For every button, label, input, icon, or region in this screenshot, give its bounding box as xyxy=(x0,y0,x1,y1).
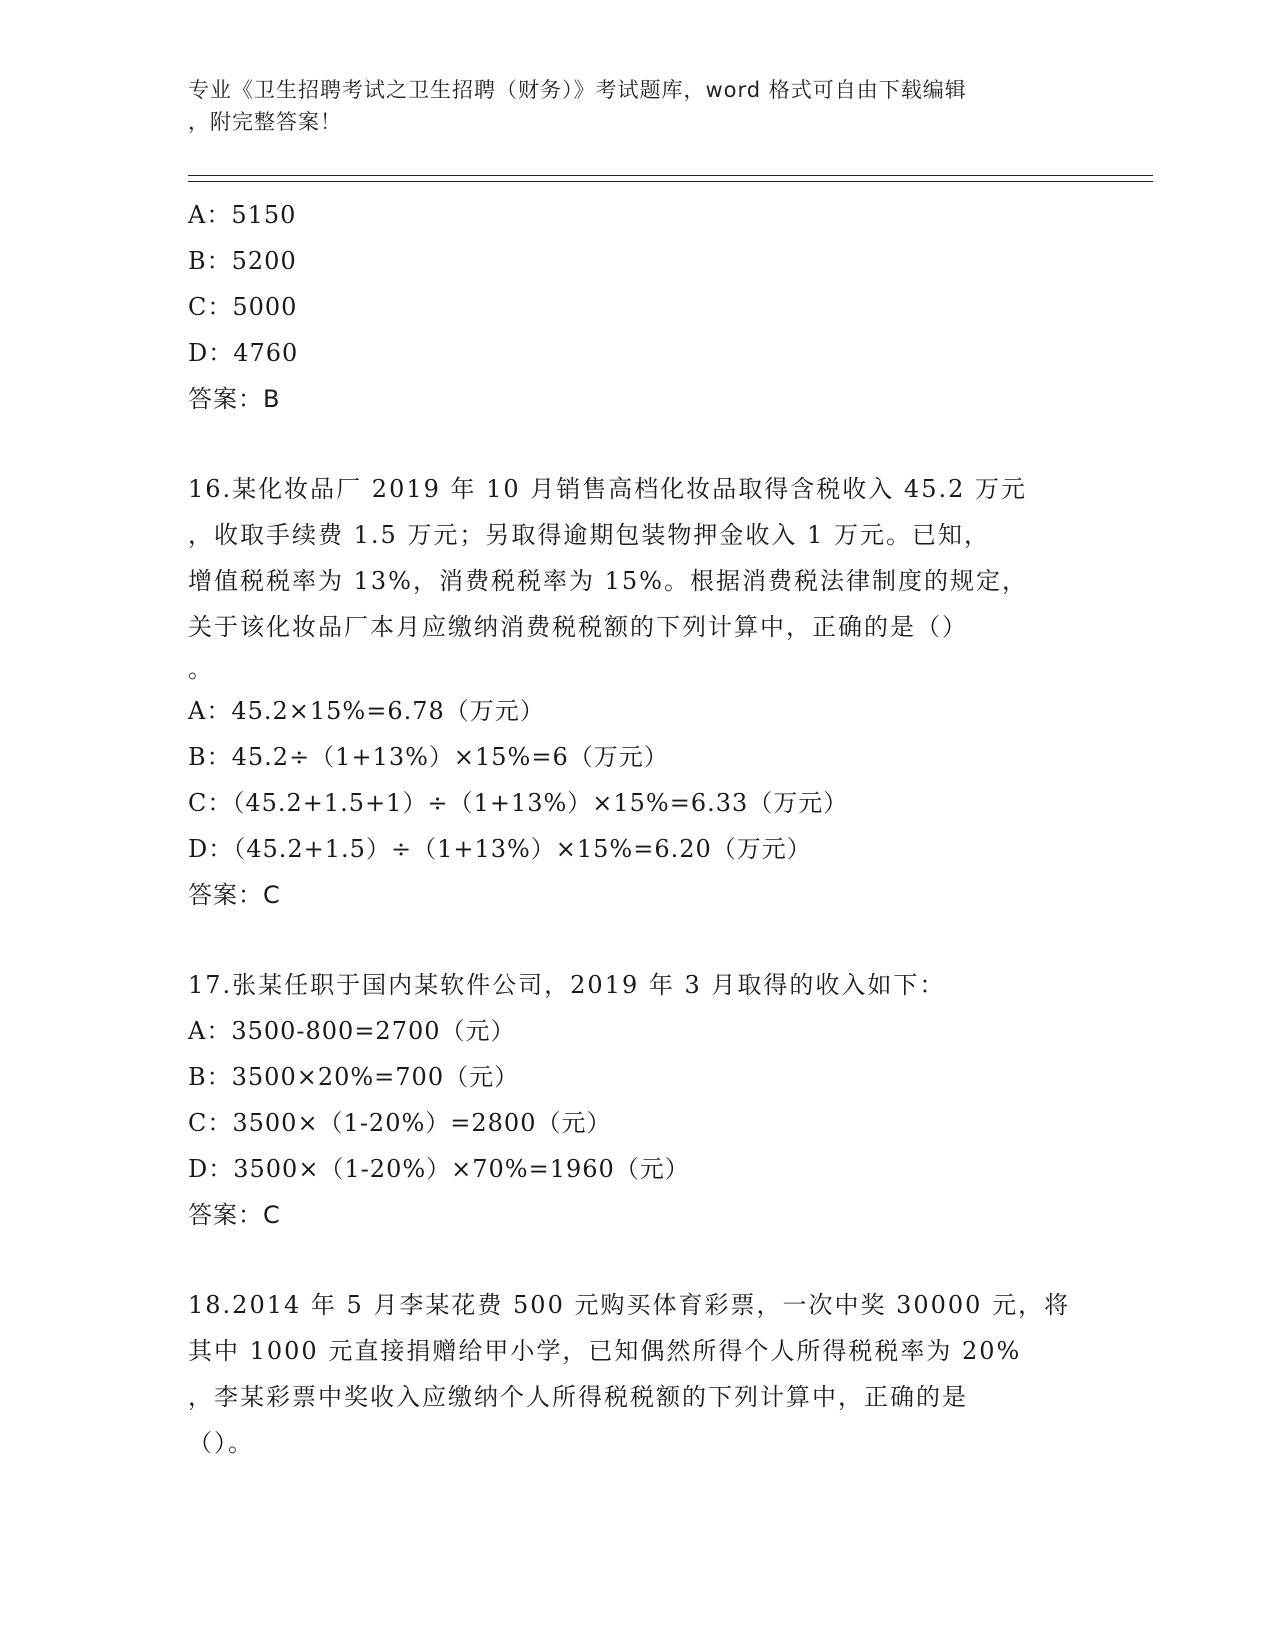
answer-line: 答案：C xyxy=(188,1201,281,1229)
question-text-line: ，李某彩票中奖收入应缴纳个人所得税税额的下列计算中，正确的是 xyxy=(188,1383,968,1411)
question-text-line: 关于该化妆品厂本月应缴纳消费税税额的下列计算中，正确的是（） xyxy=(188,613,968,641)
option-c: C：5000 xyxy=(188,293,298,321)
answer-line: 答案：B xyxy=(188,385,281,413)
spacer xyxy=(188,918,1088,962)
question-17 xyxy=(188,962,1088,1238)
question-text-line: 其中 1000 元直接捐赠给甲小学，已知偶然所得个人所得税税率为 20% xyxy=(188,1337,1022,1365)
spacer xyxy=(188,1238,1088,1282)
question-text-line: 增值税税率为 13%，消费税税率为 15%。根据消费税法律制度的规定， xyxy=(188,567,1028,595)
spacer xyxy=(188,422,1088,466)
header-line-2: ，附完整答案！ xyxy=(188,110,342,134)
option-d: D：3500×（1-20%）×70%=1960（元） xyxy=(188,1155,690,1183)
option-d: D：4760 xyxy=(188,339,299,367)
question-text-line: 。 xyxy=(188,655,213,683)
question-content xyxy=(188,192,1088,1466)
header-divider-bottom xyxy=(188,181,1153,182)
option-b: B：45.2÷（1+13%）×15%=6（万元） xyxy=(188,743,669,771)
option-b: B：3500×20%=700（元） xyxy=(188,1063,520,1091)
question-text-line: （）。 xyxy=(188,1429,254,1457)
question-16 xyxy=(188,466,1088,918)
document-header xyxy=(188,74,1088,138)
option-b: B：5200 xyxy=(188,247,297,275)
question-15 xyxy=(188,192,1088,422)
question-18 xyxy=(188,1282,1088,1466)
question-text-line: ，收取手续费 1.5 万元；另取得逾期包装物押金收入 1 万元。已知， xyxy=(188,521,990,549)
option-a: A：5150 xyxy=(188,201,297,229)
option-c: C：3500×（1-20%）=2800（元） xyxy=(188,1109,612,1137)
option-a: A：3500-800=2700（元） xyxy=(188,1017,516,1045)
option-d: D：（45.2+1.5）÷（1+13%）×15%=6.20（万元） xyxy=(188,835,812,863)
header-divider-top xyxy=(188,175,1153,176)
option-a: A：45.2×15%=6.78（万元） xyxy=(188,697,545,725)
question-text-line: 16.某化妆品厂 2019 年 10 月销售高档化妆品取得含税收入 45.2 万元 xyxy=(188,475,1027,503)
answer-line: 答案：C xyxy=(188,881,281,909)
question-text-line: 17.张某任职于国内某软件公司，2019 年 3 月取得的收入如下： xyxy=(188,971,946,999)
option-c: C：（45.2+1.5+1）÷（1+13%）×15%=6.33（万元） xyxy=(188,789,849,817)
question-text-line: 18.2014 年 5 月李某花费 500 元购买体育彩票，一次中奖 30000 元，将 xyxy=(188,1291,1071,1319)
header-line-1: 专业《卫生招聘考试之卫生招聘（财务）》考试题库，word 格式可自由下载编辑 xyxy=(188,78,967,102)
